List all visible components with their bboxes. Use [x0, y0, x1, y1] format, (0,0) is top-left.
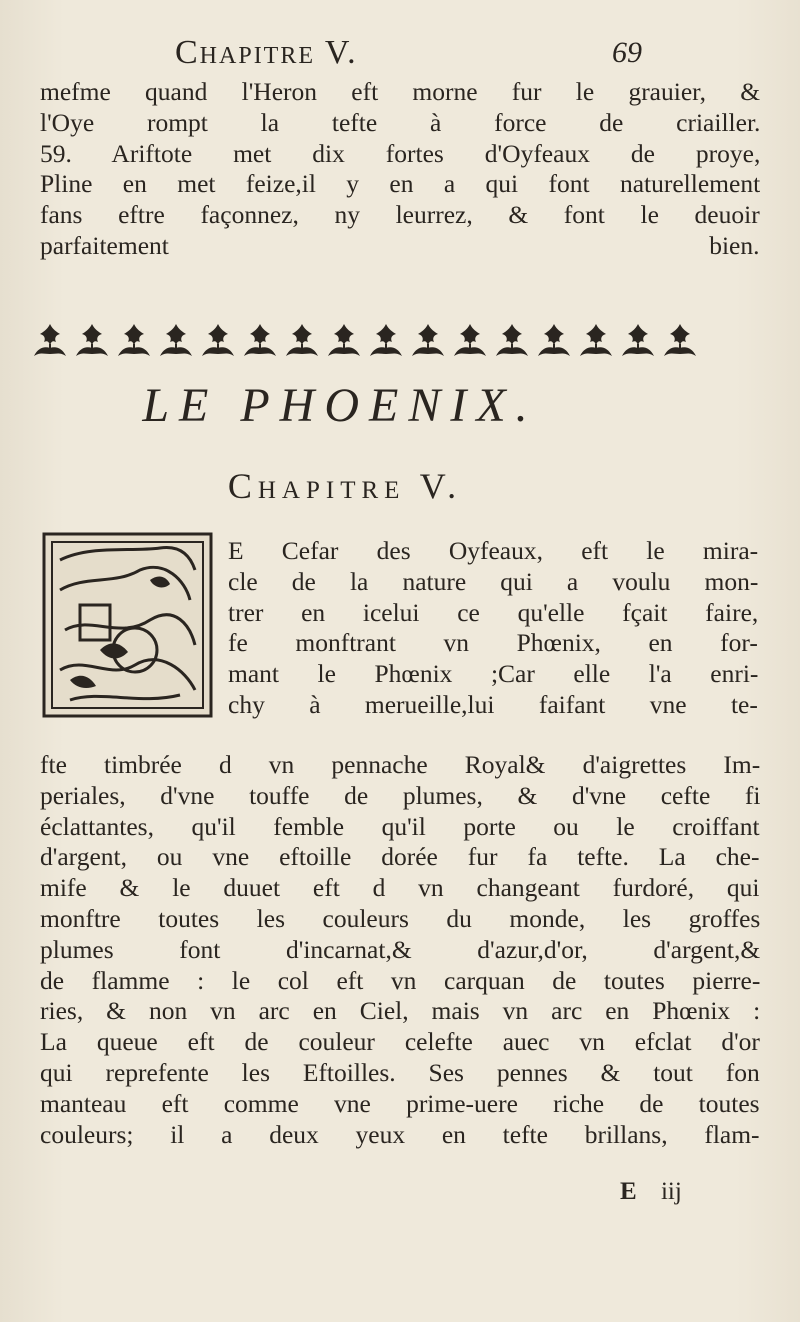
- text-line: La queue eft de couleur celefte auec vn efclat d'or: [40, 1027, 760, 1057]
- text-line: monftre toutes les couleurs du monde, les groffes: [40, 903, 760, 933]
- signature-letter: E: [620, 1178, 637, 1205]
- signature-number: iij: [660, 1178, 682, 1205]
- text-line: manteau eft comme vne prime-uere riche de toutes: [40, 1088, 760, 1118]
- text-line: d'argent, ou vne eftoille dorée fur fa tefte. La che-: [40, 842, 760, 872]
- text-line: qui reprefente les Eftoilles. Ses pennes & tout fon: [40, 1057, 760, 1087]
- fleuron-ornament-row: [30, 320, 730, 360]
- text-line: fans eftre façonnez, ny leurrez, & font le deuoir: [40, 200, 760, 230]
- text-line: chy à merueille,lui faifant vne te-: [228, 689, 758, 719]
- text-line: fe monftrant vn Phœnix, en for-: [228, 628, 758, 658]
- section-heading-text: LE PHOENIX.: [142, 379, 538, 432]
- text-line: 59. Ariftote met dix fortes d'Oyfeaux de proye,: [40, 138, 760, 168]
- text-line: l'Oye rompt la tefte à force de criailler.: [40, 107, 760, 137]
- drop-cap-paragraph: [228, 536, 758, 721]
- text-line: Pline en met feize,il y en a qui font naturellement: [40, 169, 760, 199]
- section-heading: [0, 378, 800, 433]
- fleuron-icon: [34, 324, 66, 356]
- text-line: mefme quand l'Heron eft morne fur le grauier, &: [40, 77, 760, 106]
- chapter-label-text: Chapitre V.: [227, 466, 463, 506]
- text-line: ries, & non vn arc en Ciel, mais vn arc en Phœnix :: [40, 996, 760, 1026]
- signature-mark: [620, 1178, 682, 1206]
- text-line: couleurs; il a deux yeux en tefte brillans, flam-: [40, 1119, 760, 1149]
- text-line: mant le Phœnix ;Car elle l'a enri-: [228, 659, 758, 689]
- running-head: [0, 30, 800, 74]
- text-line: cle de la nature qui a voulu mon-: [228, 566, 758, 596]
- paragraph-body: [40, 750, 760, 1150]
- text-line: fte timbrée d vn pennache Royal& d'aigrettes Im-: [40, 750, 760, 779]
- text-line: trer en icelui ce qu'elle fçait faire,: [228, 597, 758, 627]
- paragraph-continued: [40, 77, 760, 262]
- page-number: 69: [612, 36, 642, 69]
- text-line: mife & le duuet eft d vn changeant furdoré, qui: [40, 873, 760, 903]
- chapter-label: [0, 465, 800, 507]
- text-line: de flamme : le col eft vn carquan de toutes pierre-: [40, 965, 760, 995]
- text-line: periales, d'vne touffe de plumes, & d'vne cefte fi: [40, 780, 760, 810]
- text-line: parfaitement bien.: [40, 230, 760, 260]
- woodcut-initial: [40, 530, 215, 720]
- text-line: éclattantes, qu'il femble qu'il porte ou le croiffant: [40, 811, 760, 841]
- running-head-title: Chapitre V.: [175, 34, 358, 71]
- text-line: E Cefar des Oyfeaux, eft le mira-: [228, 536, 758, 565]
- text-line: plumes font d'incarnat,& d'azur,d'or, d'argent,&: [40, 934, 760, 964]
